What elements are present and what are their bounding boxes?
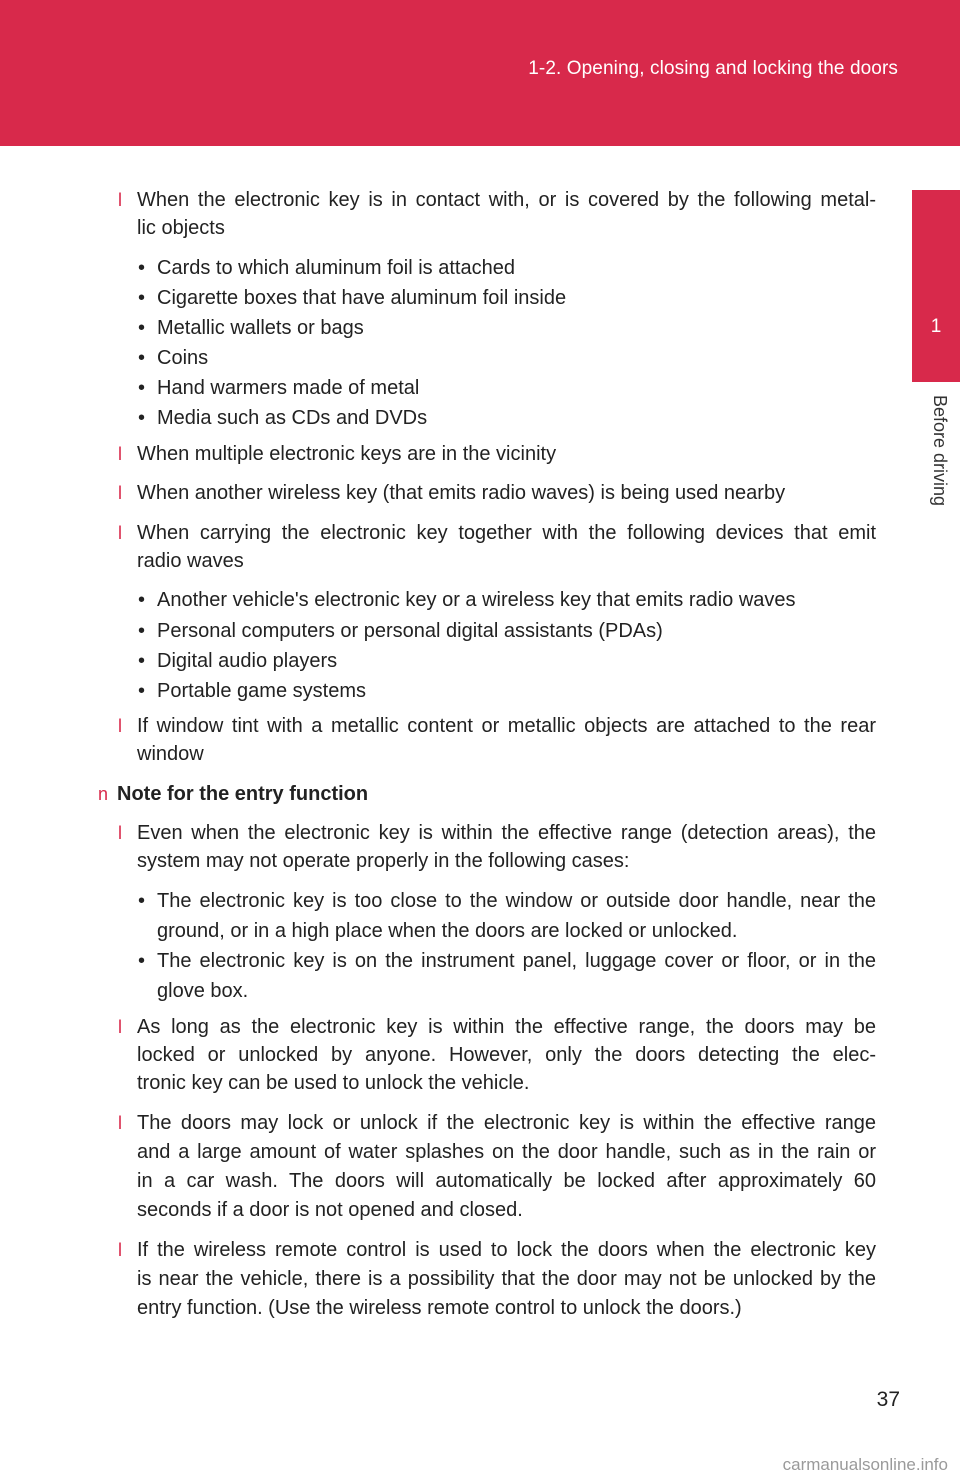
sub-bullet: • xyxy=(138,407,146,429)
item-marker: l xyxy=(118,716,122,736)
text-line: If the wireless remote control is used to lock the doors when the electronic key xyxy=(137,1239,876,1261)
sub-text-line: Portable game systems xyxy=(157,680,366,702)
text-line: As long as the electronic key is within the effective range, the doors may be xyxy=(137,1016,876,1038)
sub-bullet: • xyxy=(138,890,146,912)
text-line: seconds if a door is not opened and closed. xyxy=(137,1199,523,1221)
item-marker: l xyxy=(118,1113,122,1133)
sub-text-line: Metallic wallets or bags xyxy=(157,317,364,339)
text-line: system may not operate properly in the following cases: xyxy=(137,850,630,872)
text-line: When the electronic key is in contact with, or is covered by the following metal- xyxy=(137,189,876,211)
sub-bullet: • xyxy=(138,257,146,279)
sub-text-line: Media such as CDs and DVDs xyxy=(157,407,428,429)
item-marker: l xyxy=(118,444,122,464)
chapter-number: 1 xyxy=(930,316,942,337)
item-marker: l xyxy=(118,823,122,843)
sub-text-line: ground, or in a high place when the doors are locked or unlocked. xyxy=(157,920,738,942)
sub-bullet: • xyxy=(138,589,146,611)
item-marker: l xyxy=(118,190,122,210)
text-line: lic objects xyxy=(137,217,225,239)
item-marker: l xyxy=(118,1017,122,1037)
text-line: and a large amount of water splashes on the door handle, such as in the rain or xyxy=(137,1141,876,1163)
text-line: is near the vehicle, there is a possibility that the door may not be unlocked by the xyxy=(137,1268,876,1290)
text-line: Even when the electronic key is within the effective range (detection areas), the xyxy=(137,822,876,844)
section-heading: Note for the entry function xyxy=(117,783,369,805)
text-line: entry function. (Use the wireless remote control to unlock the doors.) xyxy=(137,1297,742,1319)
sub-bullet: • xyxy=(138,317,146,339)
item-marker: l xyxy=(118,523,122,543)
chapter-label: Before driving xyxy=(930,395,950,507)
sub-bullet: • xyxy=(138,680,146,702)
text-line: When multiple electronic keys are in the vicinity xyxy=(137,443,557,465)
sub-bullet: • xyxy=(138,950,146,972)
header-band xyxy=(0,0,960,146)
sub-text-line: Personal computers or personal digital assistants (PDAs) xyxy=(157,620,663,642)
sub-text-line: The electronic key is on the instrument panel, luggage cover or floor, or in the xyxy=(157,950,876,972)
sub-text-line: Coins xyxy=(157,347,209,369)
page-number: 37 xyxy=(876,1388,900,1411)
sub-text-line: Cards to which aluminum foil is attached xyxy=(157,257,515,279)
sub-text-line: Digital audio players xyxy=(157,650,338,672)
text-line: in a car wash. The doors will automatically be locked after approximately 60 xyxy=(137,1170,876,1192)
text-line: When carrying the electronic key together with the following devices that emit xyxy=(137,522,876,544)
section-title: 1-2. Opening, closing and locking the doors xyxy=(528,58,898,79)
sub-text-line: The electronic key is too close to the window or outside door handle, near the xyxy=(157,890,876,912)
watermark: carmanualsonline.info xyxy=(782,1455,948,1474)
text-line: radio waves xyxy=(137,550,244,572)
sub-bullet: • xyxy=(138,377,146,399)
text-line: If window tint with a metallic content or metallic objects are attached to the rear xyxy=(137,715,876,737)
sub-text-line: Hand warmers made of metal xyxy=(157,377,420,399)
text-line: tronic key can be used to unlock the vehicle. xyxy=(137,1072,530,1094)
sub-bullet: • xyxy=(138,620,146,642)
sub-bullet: • xyxy=(138,347,146,369)
sub-bullet: • xyxy=(138,650,146,672)
sub-text-line: glove box. xyxy=(157,980,249,1002)
text-line: locked or unlocked by anyone. However, only the doors detecting the elec- xyxy=(137,1044,876,1066)
sub-bullet: • xyxy=(138,287,146,309)
sub-text-line: Cigarette boxes that have aluminum foil inside xyxy=(157,287,567,309)
chapter-tab xyxy=(912,190,960,382)
text-line: When another wireless key (that emits radio waves) is being used nearby xyxy=(137,482,786,504)
text-line: window xyxy=(137,743,204,765)
item-marker: l xyxy=(118,483,122,503)
item-marker: l xyxy=(118,1240,122,1260)
sub-text-line: Another vehicle's electronic key or a wireless key that emits radio waves xyxy=(157,589,796,611)
text-line: The doors may lock or unlock if the electronic key is within the effective range xyxy=(137,1112,876,1134)
heading-marker: n xyxy=(98,784,109,804)
